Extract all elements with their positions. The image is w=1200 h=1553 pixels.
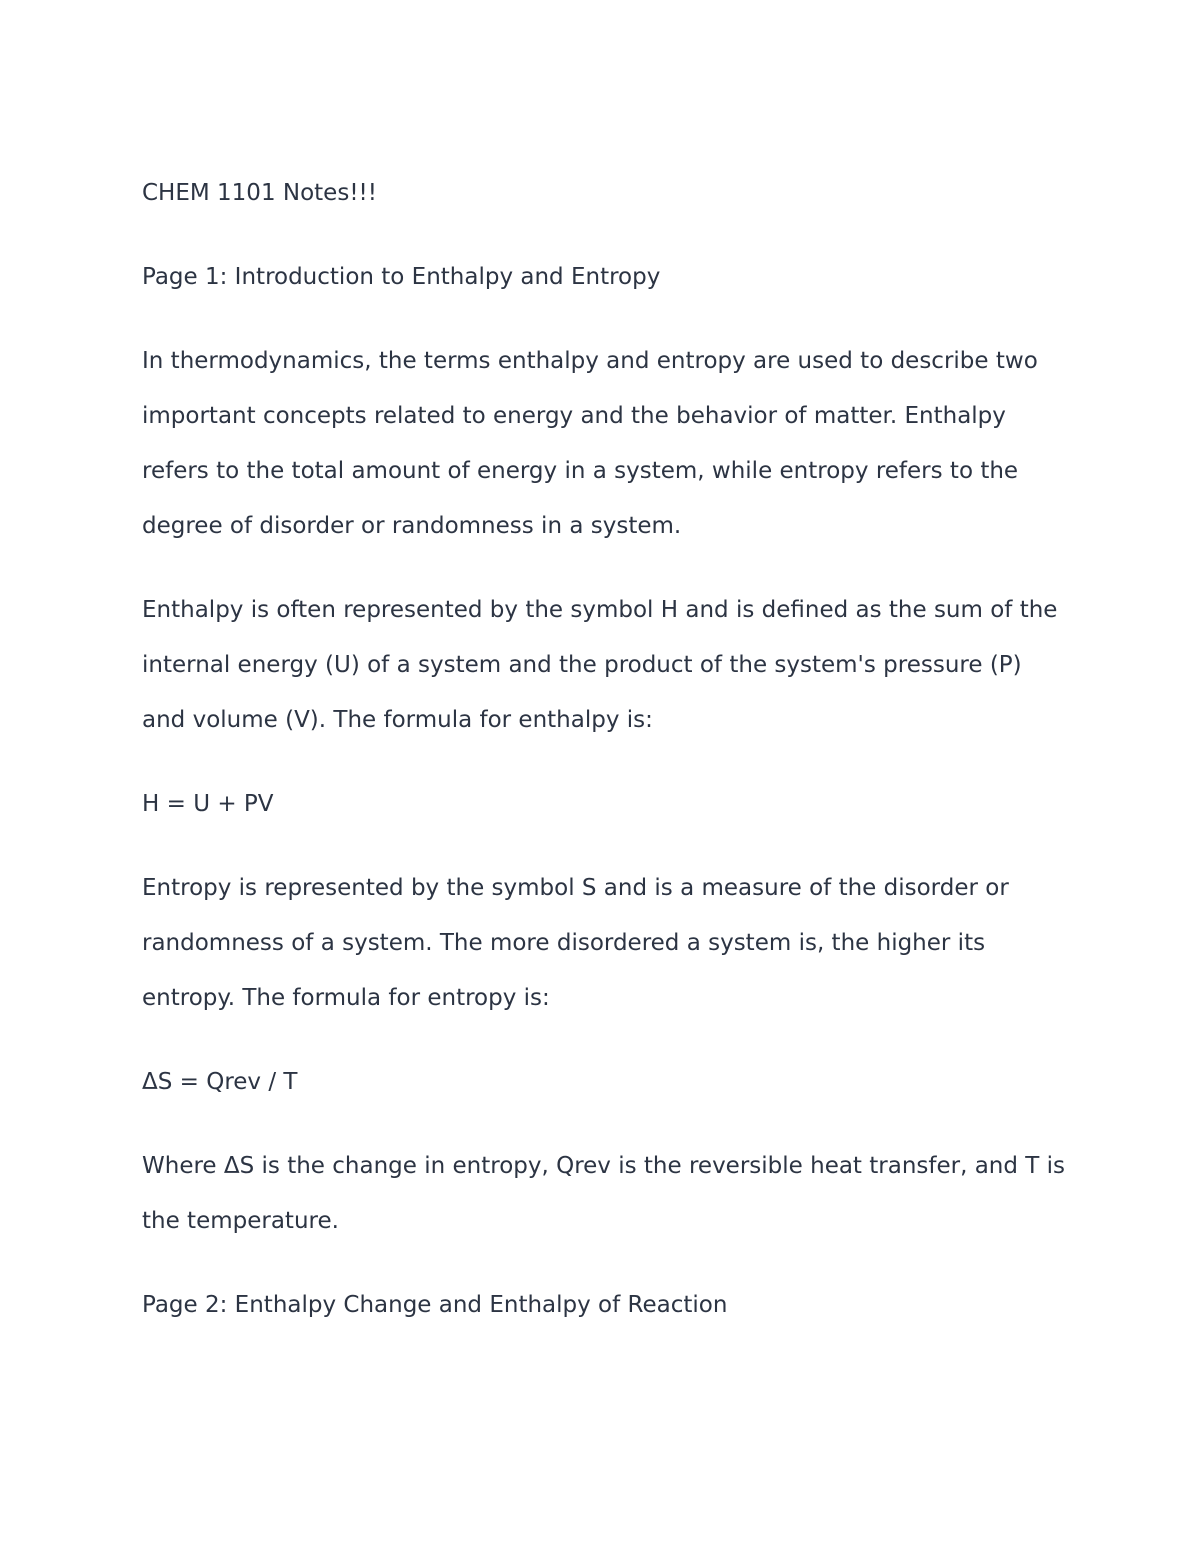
document-body	[142, 166, 1072, 1362]
page2-heading: Page 2: Enthalpy Change and Enthalpy of Reaction	[142, 1292, 728, 1318]
paragraph-entropy: Entropy is represented by the symbol S and is a measure of the disorder or randomness of a system. The more disordered a system is, the higher its entropy. The formula for entropy is:	[142, 875, 1009, 1011]
formula-entropy: ΔS = Qrev / T	[142, 1069, 298, 1095]
formula-enthalpy: H = U + PV	[142, 791, 274, 817]
page1-heading: Page 1: Introduction to Enthalpy and Entropy	[142, 264, 661, 290]
paragraph-where: Where ΔS is the change in entropy, Qrev is the reversible heat transfer, and T is the temperature.	[142, 1153, 1066, 1234]
paragraph-enthalpy: Enthalpy is often represented by the symbol H and is defined as the sum of the internal energy (U) of a system and the product of the system's pressure (P) and volume (V). The formula for enthalpy is:	[142, 597, 1058, 733]
paragraph-intro: In thermodynamics, the terms enthalpy and entropy are used to describe two important concepts related to energy and the behavior of matter. Enthalpy refers to the total amount of energy in a system, while entropy refers to the degree of disorder or randomness in a system.	[142, 348, 1038, 539]
document-title: CHEM 1101 Notes!!!	[142, 180, 377, 206]
